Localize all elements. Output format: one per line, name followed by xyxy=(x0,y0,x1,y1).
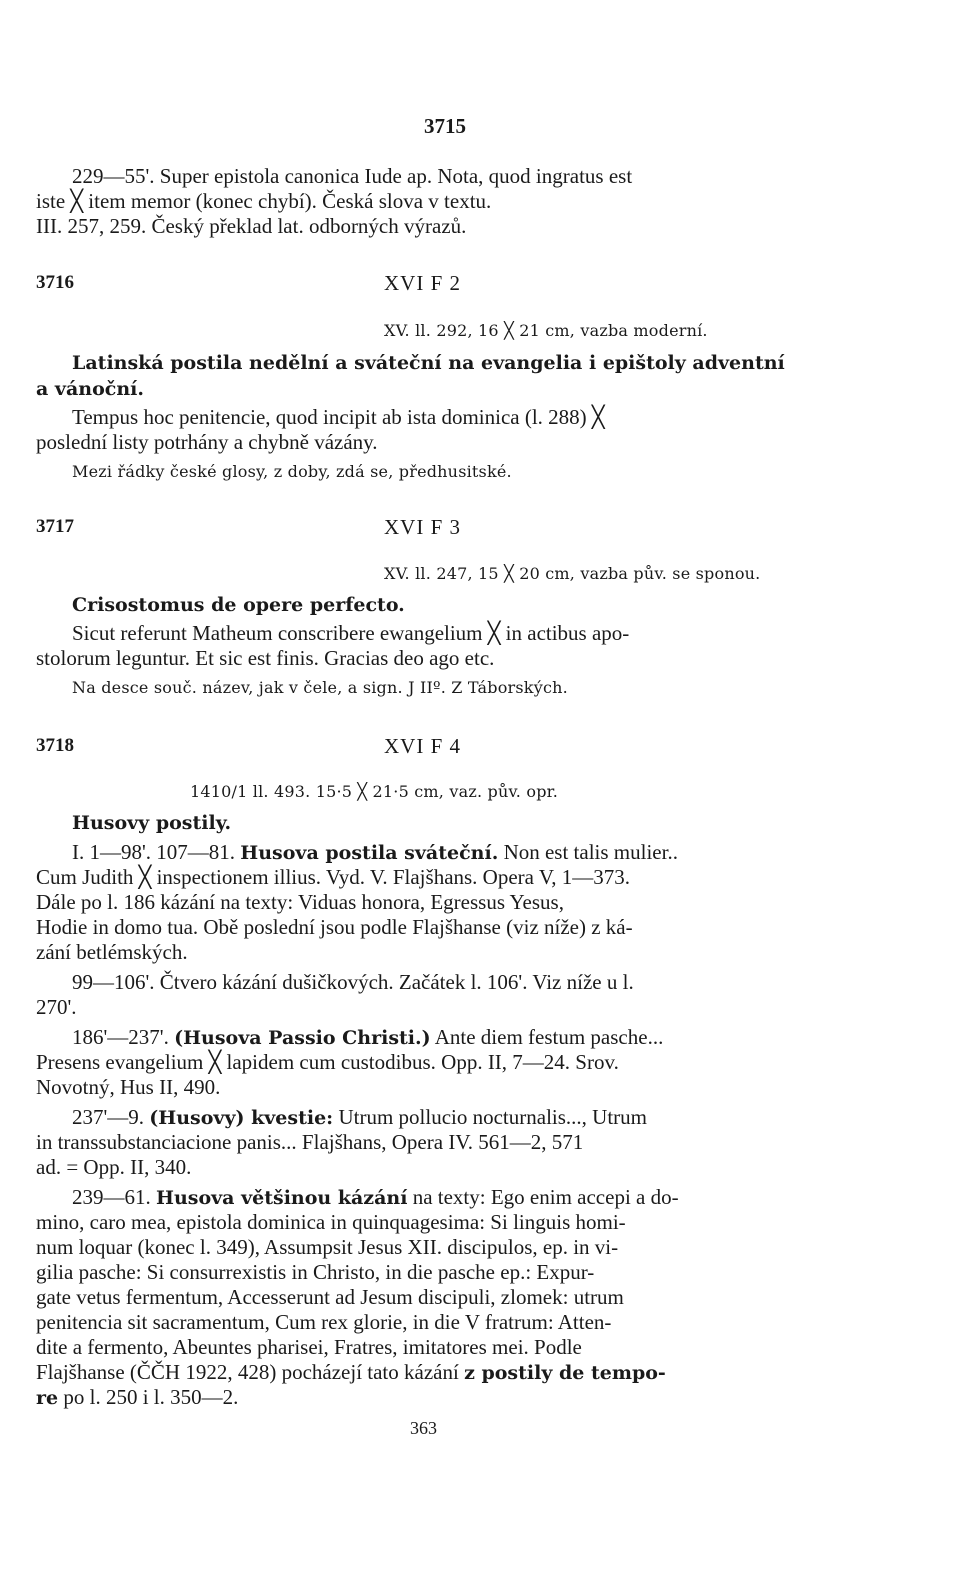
incipit: Utrum pollucio nocturnalis..., Utrum xyxy=(333,1105,647,1129)
incipit: Non est talis mulier.. xyxy=(498,840,678,864)
entry-3718-para-1-line-2: Cum Judith ╳ inspectionem illius. Vyd. V. Flajšhans. Opera V, 1—373. xyxy=(36,865,631,889)
entry-3718-shelfmark: XVI F 4 xyxy=(384,734,462,758)
work-title: Husova většinou kázání xyxy=(156,1187,408,1209)
entry-3715-line-1: 229—55'. Super epistola canonica Iude ap. Nota, quod ingratus est xyxy=(72,164,633,188)
entry-3718-para-1-line-3: Dále po l. 186 kázání na texty: Viduas honora, Egressus Yesus, xyxy=(36,890,564,914)
entry-3718-para-4-line-1 xyxy=(72,1105,647,1130)
entry-3718-para-1-line-4: Hodie in domo tua. Obě poslední jsou podle Flajšhanse (viz níže) z ká- xyxy=(36,915,633,939)
entry-3717-note: Na desce souč. název, jak v čele, a sign. J IIº. Z Táborských. xyxy=(72,678,568,697)
work-title: (Husovy) kvestie: xyxy=(149,1107,334,1129)
text-segment: Flajšhanse (ČČH 1922, 428) pocházejí tato kázání xyxy=(36,1360,465,1384)
work-reference: z postily de tempo- xyxy=(464,1362,666,1384)
entry-3716-incipit-line-2: poslední listy potrhány a chybně vázány. xyxy=(36,430,378,454)
folio-range: I. 1—98'. 107—81. xyxy=(72,840,241,864)
entry-3718-para-5-line-6: penitencia sit sacramentum, Cum rex glorie, in die V fratrum: Atten- xyxy=(36,1310,612,1334)
entry-3716-number: 3716 xyxy=(36,272,74,293)
entry-3717-shelfmark: XVI F 3 xyxy=(384,515,462,539)
entry-3718-para-1-line-5: zání betlémských. xyxy=(36,940,188,964)
entry-3717-title: Crisostomus de opere perfecto. xyxy=(72,594,405,616)
entry-3717-incipit-line-1: Sicut referunt Matheum conscribere ewangelium ╳ in actibus apo- xyxy=(72,621,630,645)
entry-3718-para-4-line-2: in transsubstanciacione panis... Flajšhans, Opera IV. 561—2, 571 xyxy=(36,1130,584,1154)
entry-3716-shelfmark: XVI F 2 xyxy=(384,271,462,295)
work-reference: re xyxy=(36,1387,59,1409)
entry-3718-meta: 1410/1 ll. 493. 15·5 ╳ 21·5 cm, vaz. pův. opr. xyxy=(190,782,559,801)
entry-3716-title-line-1: Latinská postila nedělní a sváteční na evangelia i epištoly adventní xyxy=(72,352,785,374)
entry-3718-para-3-line-3: Novotný, Hus II, 490. xyxy=(36,1075,221,1099)
entry-3717-incipit-line-2: stolorum leguntur. Et sic est finis. Gracias deo ago etc. xyxy=(36,646,495,670)
entry-3718-para-5-line-2: mino, caro mea, epistola dominica in quinquagesima: Si linguis homi- xyxy=(36,1210,626,1234)
entry-3716-incipit-line-1: Tempus hoc penitencie, quod incipit ab ista dominica (l. 288) ╳ xyxy=(72,405,605,429)
entry-3716-title-line-2: a vánoční. xyxy=(36,378,144,400)
entry-3716-meta: XV. ll. 292, 16 ╳ 21 cm, vazba moderní. xyxy=(384,321,708,340)
entry-3718-para-5-line-5: gate vetus fermentum, Accesserunt ad Jesum discipuli, zlomek: utrum xyxy=(36,1285,624,1309)
entry-3717-number: 3717 xyxy=(36,516,74,537)
text-segment: po l. 250 i l. 350—2. xyxy=(58,1385,239,1409)
work-title: Husova postila sváteční. xyxy=(240,842,499,864)
entry-3718-para-5-line-4: gilia pasche: Si consurrexistis in Christo, in die pasche ep.: Expur- xyxy=(36,1260,595,1284)
entry-3715-line-3: III. 257, 259. Český překlad lat. odborných výrazů. xyxy=(36,214,467,238)
entry-3718-para-5-line-7: dite a fermento, Abeuntes pharisei, Fratres, imitatores mei. Podle xyxy=(36,1335,582,1359)
entry-3717-meta: XV. ll. 247, 15 ╳ 20 cm, vazba pův. se sponou. xyxy=(384,564,761,583)
folio-range: 237'—9. xyxy=(72,1105,150,1129)
entry-3718-para-5-line-9 xyxy=(36,1385,238,1410)
incipit: na texty: Ego enim accepi a do- xyxy=(407,1185,679,1209)
entry-3718-para-2-line-2: 270'. xyxy=(36,995,77,1019)
entry-3718-para-5-line-3: num loquar (konec l. 349), Assumpsit Jesus XII. discipulos, ep. in vi- xyxy=(36,1235,619,1259)
entry-3718-para-2-line-1: 99—106'. Čtvero kázání dušičkových. Začátek l. 106'. Viz níže u l. xyxy=(72,970,634,994)
page-number: 363 xyxy=(410,1418,437,1438)
page-heading: 3715 xyxy=(424,114,466,138)
entry-3718-para-3-line-1 xyxy=(72,1025,663,1050)
entry-3718-para-5-line-8 xyxy=(36,1360,666,1385)
entry-3718-para-4-line-3: ad. = Opp. II, 340. xyxy=(36,1155,192,1179)
folio-range: 186'—237'. xyxy=(72,1025,175,1049)
folio-range: 239—61. xyxy=(72,1185,156,1209)
entry-3715-line-2: iste ╳ item memor (konec chybí). Česká slova v textu. xyxy=(36,189,492,213)
entry-3718-para-5-line-1 xyxy=(72,1185,679,1210)
entry-3718-para-1-line-1 xyxy=(72,840,678,865)
entry-3716-note: Mezi řádky české glosy, z doby, zdá se, předhusitské. xyxy=(72,462,512,481)
entry-3718-para-3-line-2: Presens evangelium ╳ lapidem cum custodibus. Opp. II, 7—24. Srov. xyxy=(36,1050,619,1074)
entry-3718-number: 3718 xyxy=(36,735,74,756)
incipit: Ante diem festum pasche... xyxy=(430,1025,664,1049)
entry-3718-title: Husovy postily. xyxy=(72,812,232,834)
work-title: (Husova Passio Christi.) xyxy=(174,1027,431,1049)
